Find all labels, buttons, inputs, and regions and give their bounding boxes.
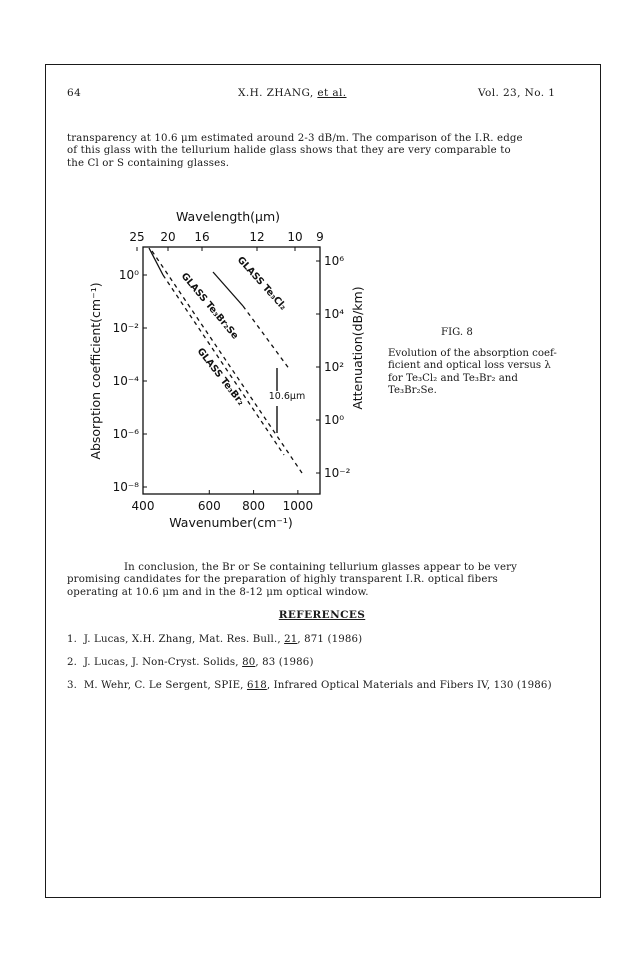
- series-line-1: [213, 272, 243, 306]
- header-authors: X.H. ZHANG,: [238, 87, 318, 99]
- text-line: promising candidates for the preparation of highly transparent I.R. optical fibers: [67, 574, 498, 586]
- conclusion-paragraph: [67, 562, 517, 599]
- reference-text: J. Lucas, J. Non-Cryst. Solids,: [83, 657, 243, 668]
- y-right-axis-label: Attenuation(dB/km): [350, 286, 365, 410]
- reference-volume: 21: [284, 634, 298, 645]
- x-top-tick-label: 25: [129, 230, 145, 244]
- reference-text: J. Lucas, X.H. Zhang, Mat. Res. Bull.,: [83, 634, 285, 645]
- reference-text: , 871 (1986): [297, 634, 363, 645]
- reference-item: [67, 680, 552, 691]
- x-top-tick-label: 9: [316, 230, 324, 244]
- series-labels: [179, 255, 289, 408]
- x-bottom-tick-label: 600: [197, 499, 221, 513]
- series-label: GLASS Te₃Br₂: [194, 346, 247, 408]
- references-heading: REFERENCES: [278, 609, 366, 621]
- x-bottom-tick-label: 400: [131, 499, 155, 513]
- intro-paragraph: [67, 133, 523, 170]
- reference-item: [67, 657, 314, 668]
- x-top-tick-label: 10: [287, 230, 303, 244]
- series-line-2: [149, 248, 163, 275]
- reference-number: 1.: [67, 634, 78, 645]
- reference-number: 3.: [67, 680, 78, 691]
- text-line: transparency at 10.6 μm estimated around 2-3 dB/m. The comparison of the I.R. edge: [67, 133, 523, 144]
- reference-volume: 618: [246, 680, 267, 691]
- annotation-10-6um: 10.6μm: [268, 391, 306, 402]
- text-line: operating at 10.6 μm and in the 8-12 μm optical window.: [67, 586, 369, 598]
- reference-item: [67, 634, 362, 645]
- page-number: 64: [67, 87, 82, 99]
- caption-line: Te₃Br₂Se.: [388, 385, 437, 397]
- y-left-tick-label: 10⁻⁸: [112, 480, 139, 494]
- series-label: GLASS Te₃Cl₂: [234, 254, 289, 313]
- x-top-axis-label: Wavelength(μm): [175, 209, 281, 224]
- figure-8-chart: [80, 205, 380, 535]
- y-right-tick-label: 10⁻²: [324, 466, 351, 480]
- figure-caption: [388, 348, 557, 398]
- caption-line: Evolution of the absorption coef-: [388, 348, 557, 359]
- y-left-tick-label: 10⁻²: [112, 321, 139, 335]
- reference-volume: 80: [242, 657, 256, 668]
- figure-caption-label: FIG. 8: [441, 327, 473, 338]
- reference-number: 2.: [67, 657, 78, 668]
- y-left-axis-label: Absorption coefficient(cm⁻¹): [88, 282, 103, 460]
- y-right-tick-label: 10⁶: [324, 254, 345, 268]
- y-left-tick-label: 10⁻⁴: [112, 374, 139, 388]
- caption-line: ficient and optical loss versus λ: [388, 360, 551, 372]
- x-bottom-tick-label: 1000: [282, 499, 314, 513]
- series-lines: [149, 248, 302, 473]
- y-right-tick-label: 10⁰: [324, 413, 345, 427]
- x-bottom-axis-label: Wavenumber(cm⁻¹): [169, 515, 293, 530]
- reference-text: , 83 (1986): [255, 657, 314, 668]
- y-right-tick-label: 10²: [324, 360, 345, 374]
- text-line: the Cl or S containing glasses.: [67, 157, 230, 169]
- running-header: [238, 87, 347, 99]
- series-label: GLASS Te₃Br₂Se: [178, 270, 241, 342]
- series-line-1: [243, 306, 290, 370]
- x-top-tick-label: 20: [160, 230, 176, 244]
- x-top-tick-labels: [129, 230, 323, 251]
- y-left-tick-label: 10⁻⁶: [112, 427, 139, 441]
- series-line-3: [152, 251, 302, 473]
- y-left-tick-label: 10⁰: [118, 268, 139, 282]
- caption-line: for Te₃Cl₂ and Te₃Br₂ and: [388, 372, 518, 384]
- header-et-al: et al.: [317, 87, 347, 99]
- volume-info: Vol. 23, No. 1: [478, 87, 556, 99]
- y-left-tick-labels: [113, 268, 147, 494]
- text-line: In conclusion, the Br or Se containing tellurium glasses appear to be very: [124, 562, 518, 573]
- text-line: of this glass with the tellurium halide glass shows that they are very comparable to: [67, 145, 511, 157]
- y-right-tick-labels: [316, 254, 351, 480]
- series-line-2: [163, 275, 284, 455]
- y-right-tick-label: 10⁴: [324, 307, 345, 321]
- x-top-tick-label: 12: [249, 230, 265, 244]
- x-top-tick-label: 16: [194, 230, 210, 244]
- x-bottom-tick-label: 800: [242, 499, 266, 513]
- reference-text: , Infrared Optical Materials and Fibers IV, 130 (1986): [266, 680, 552, 691]
- reference-text: M. Wehr, C. Le Sergent, SPIE,: [83, 680, 247, 691]
